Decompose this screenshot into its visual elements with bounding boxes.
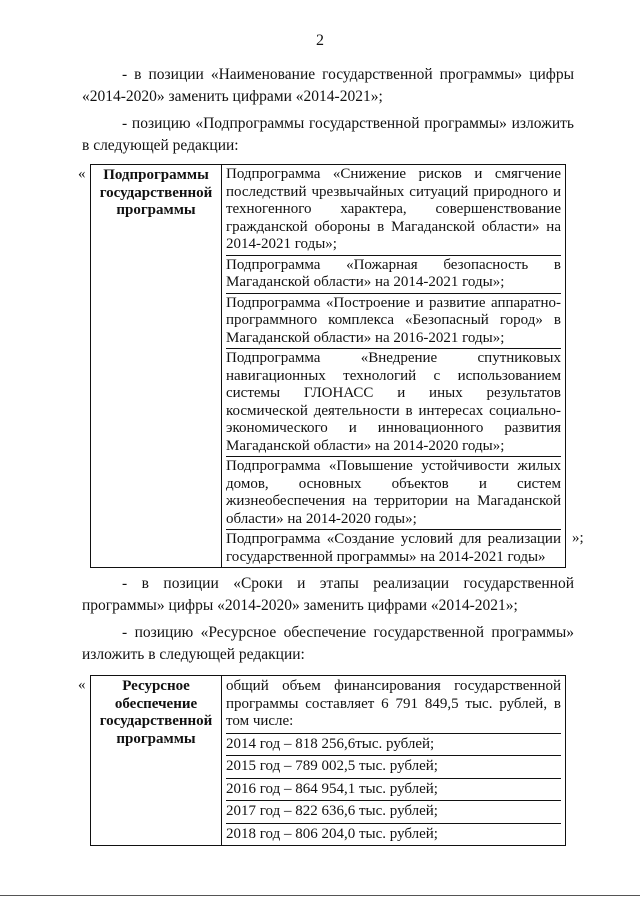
paragraph-text: - позицию «Ресурсное обеспечение государственной программы» изложить в следующей редакции:: [82, 624, 574, 663]
table-row: [91, 165, 566, 568]
subprograms-table: [90, 164, 566, 568]
finance-intro: общий объем финансирования государственной программы составляет 6 791 849,5 тыс. рублей, в том числе:: [226, 676, 561, 734]
subprogram-item: Подпрограмма «Снижение рисков и смягчение последствий чрезвычайных ситуаций природного и техногенного характера, совершенствование гражданской обороны в Магаданской области» на 2014-2021 годы»;: [226, 165, 561, 256]
finance-year-line: 2015 год – 789 002,5 тыс. рублей;: [226, 756, 561, 779]
closing-quote: »;: [572, 530, 584, 546]
opening-quote: «: [78, 677, 86, 693]
opening-quote: «: [78, 166, 86, 182]
subprogram-item: Подпрограмма «Построение и развитие аппаратно-программного комплекса «Безопасный город» в Магаданской области» на 2016-2021 годы»;: [226, 294, 561, 350]
page-number: 2: [316, 32, 324, 49]
bottom-rule: [0, 895, 640, 896]
paragraph-text: - позицию «Подпрограммы государственной программы» изложить в следующей редакции:: [82, 115, 574, 154]
finance-year-line: 2016 год – 864 954,1 тыс. рублей;: [226, 779, 561, 802]
finance-year-line: 2018 год – 806 204,0 тыс. рублей;: [226, 825, 438, 842]
subprogram-item: Подпрограмма «Повышение устойчивости жилых домов, основных объектов и систем жизнеобеспечения на территории на Магаданской области» на 2014-2020 годы»;: [226, 457, 561, 530]
resources-table: [90, 675, 566, 846]
paragraph-subprograms: [82, 113, 574, 157]
paragraph-resources: [82, 622, 574, 666]
table-header-cell: Ресурсное обеспечение государственной программы: [91, 676, 222, 846]
table-header-cell: Подпрограммы государственной программы: [91, 165, 222, 568]
paragraph-terms: [82, 573, 574, 617]
table-content-cell: [222, 676, 566, 846]
subprogram-item: Подпрограмма «Создание условий для реализации государственной программы» на 2014-2021 годы»: [226, 531, 561, 565]
finance-year-line: 2014 год – 818 256,6тыс. рублей;: [226, 734, 561, 757]
table-content-cell: [222, 165, 566, 568]
paragraph-program-name: [82, 64, 574, 108]
paragraph-text: - в позиции «Сроки и этапы реализации государственной программы» цифры «2014-2020» заменить цифрами «2014-2021»;: [82, 575, 574, 614]
subprogram-item: Подпрограмма «Пожарная безопасность в Магаданской области» на 2014-2021 годы»;: [226, 256, 561, 294]
finance-year-line: 2017 год – 822 636,6 тыс. рублей;: [226, 801, 561, 824]
table-row: [91, 676, 566, 846]
paragraph-text: - в позиции «Наименование государственной программы» цифры «2014-2020» заменить цифрами «2014-2021»;: [82, 66, 574, 105]
subprogram-item: Подпрограмма «Внедрение спутниковых навигационных технологий с использованием системы ГЛОНАСС и иных результатов космической деятельности в интересах социально-экономического и инновационного развития Магаданской области» на 2014-2020 годы»;: [226, 349, 561, 457]
